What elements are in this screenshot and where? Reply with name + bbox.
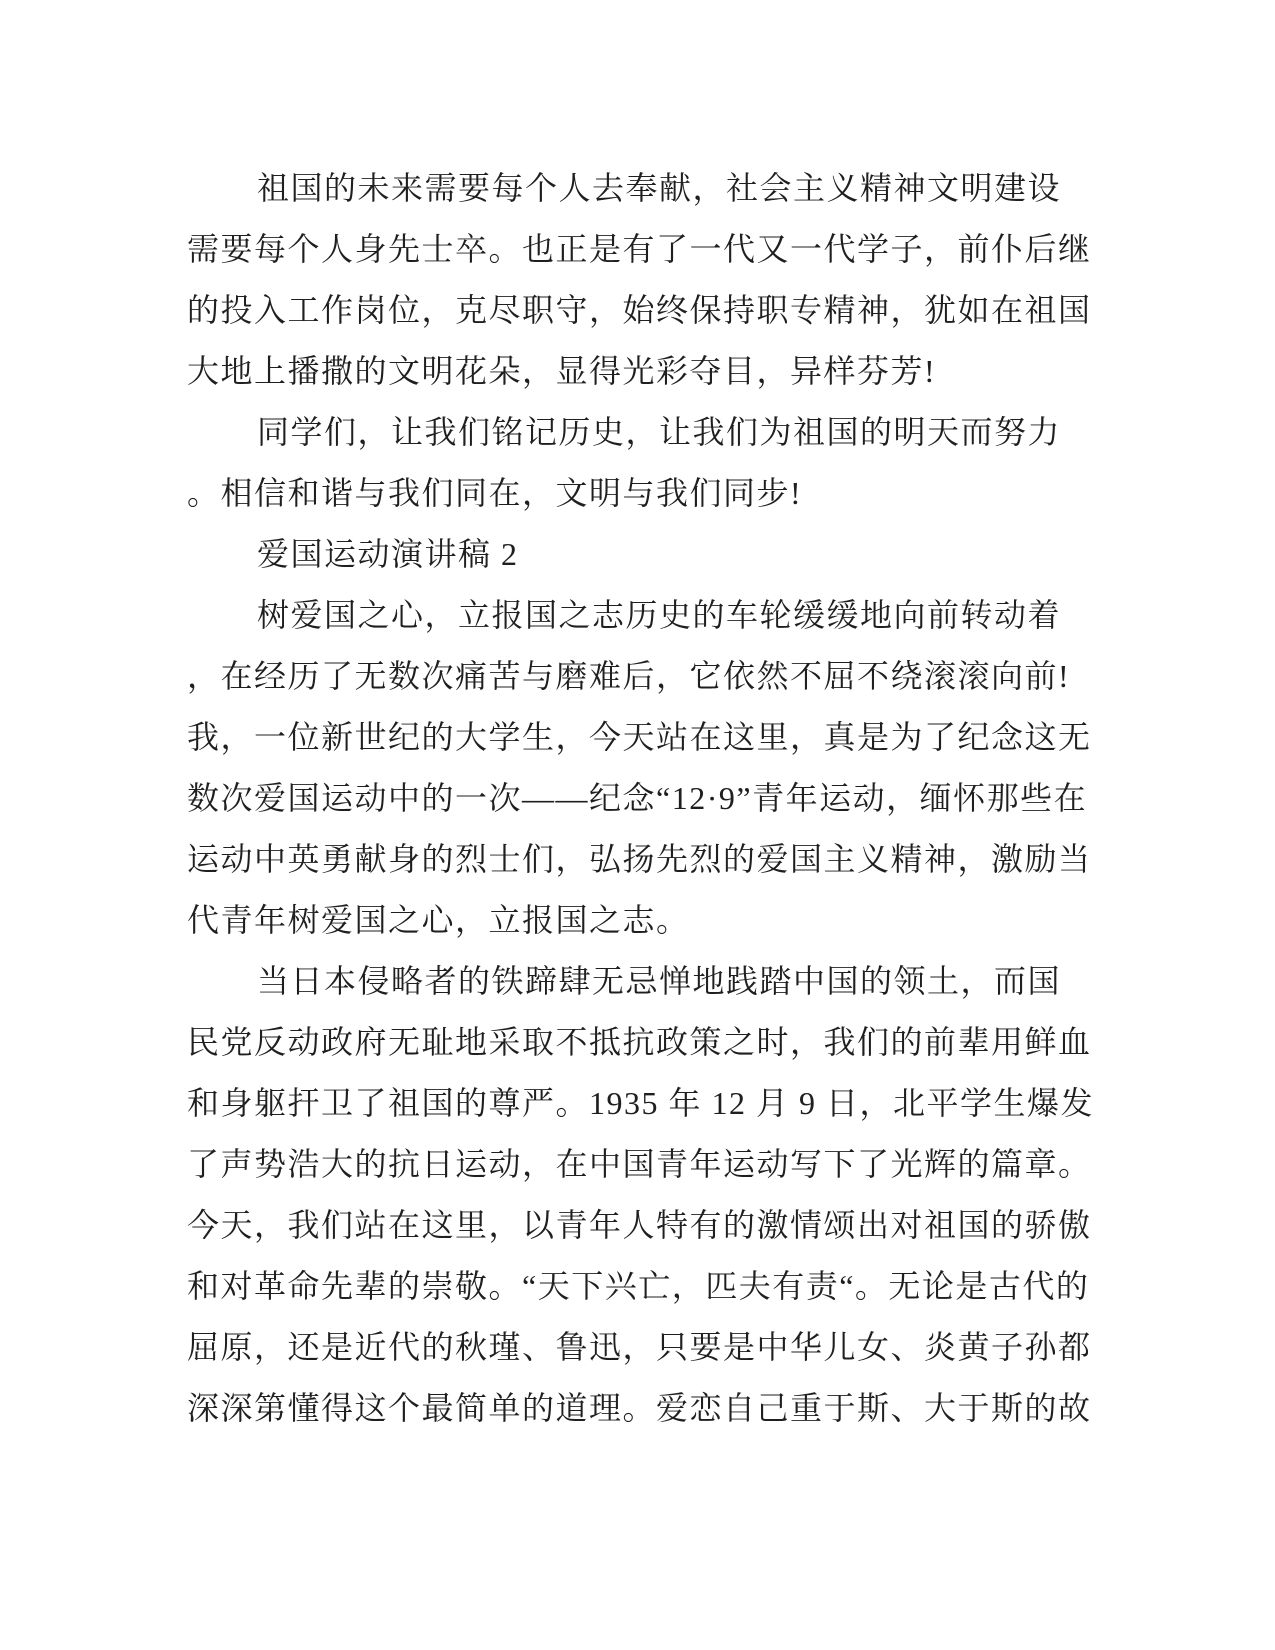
text-line: 同学们，让我们铭记历史，让我们为祖国的明天而努力 bbox=[257, 414, 1062, 450]
text-line: 需要每个人身先士卒。也正是有了一代又一代学子，前仆后继 bbox=[187, 231, 1092, 267]
paragraph bbox=[187, 951, 1095, 1439]
text-line: 的投入工作岗位，克尽职守，始终保持职专精神，犹如在祖国 bbox=[187, 292, 1092, 328]
text-line: 代青年树爱国之心，立报国之志。 bbox=[187, 902, 690, 938]
paragraph bbox=[187, 158, 1092, 402]
text-line: 当日本侵略者的铁蹄肆无忌惮地践踏中国的领土，而国 bbox=[257, 963, 1062, 999]
text-line: 运动中英勇献身的烈士们，弘扬先烈的爱国主义精神，激励当 bbox=[187, 841, 1092, 877]
text-line: ，在经历了无数次痛苦与磨难后，它依然不屈不绕滚滚向前! bbox=[187, 658, 1071, 694]
text-line: 。相信和谐与我们同在，文明与我们同步! bbox=[187, 475, 803, 511]
text-line: 今天，我们站在这里，以青年人特有的激情颂出对祖国的骄傲 bbox=[187, 1207, 1092, 1243]
text-line: 祖国的未来需要每个人去奉献，社会主义精神文明建设 bbox=[257, 170, 1062, 206]
text-line: 爱国运动演讲稿 2 bbox=[257, 536, 519, 572]
paragraph bbox=[187, 585, 1092, 951]
paragraph bbox=[187, 402, 1092, 524]
text-line: 和对革命先辈的崇敬。“天下兴亡，匹夫有责“。无论是古代的 bbox=[187, 1268, 1090, 1304]
text-line: 屈原，还是近代的秋瑾、鲁迅，只要是中华儿女、炎黄子孙都 bbox=[187, 1329, 1092, 1365]
text-line: 深深第懂得这个最简单的道理。爱恋自己重于斯、大于斯的故 bbox=[187, 1390, 1092, 1426]
text-line: 和身躯扞卫了祖国的尊严。1935 年 12 月 9 日，北平学生爆发 bbox=[187, 1085, 1095, 1121]
text-line: 数次爱国运动中的一次——纪念“12·9”青年运动，缅怀那些在 bbox=[187, 780, 1088, 816]
paragraph bbox=[187, 524, 1092, 585]
text-line: 我，一位新世纪的大学生，今天站在这里，真是为了纪念这无 bbox=[187, 719, 1092, 755]
text-block bbox=[187, 158, 1095, 1439]
text-line: 了声势浩大的抗日运动，在中国青年运动写下了光辉的篇章。 bbox=[187, 1146, 1092, 1182]
text-line: 树爱国之心，立报国之志历史的车轮缓缓地向前转动着 bbox=[257, 597, 1062, 633]
text-line: 大地上播撒的文明花朵，显得光彩夺目，异样芬芳! bbox=[187, 353, 937, 389]
text-line: 民党反动政府无耻地采取不抵抗政策之时，我们的前辈用鲜血 bbox=[187, 1024, 1092, 1060]
